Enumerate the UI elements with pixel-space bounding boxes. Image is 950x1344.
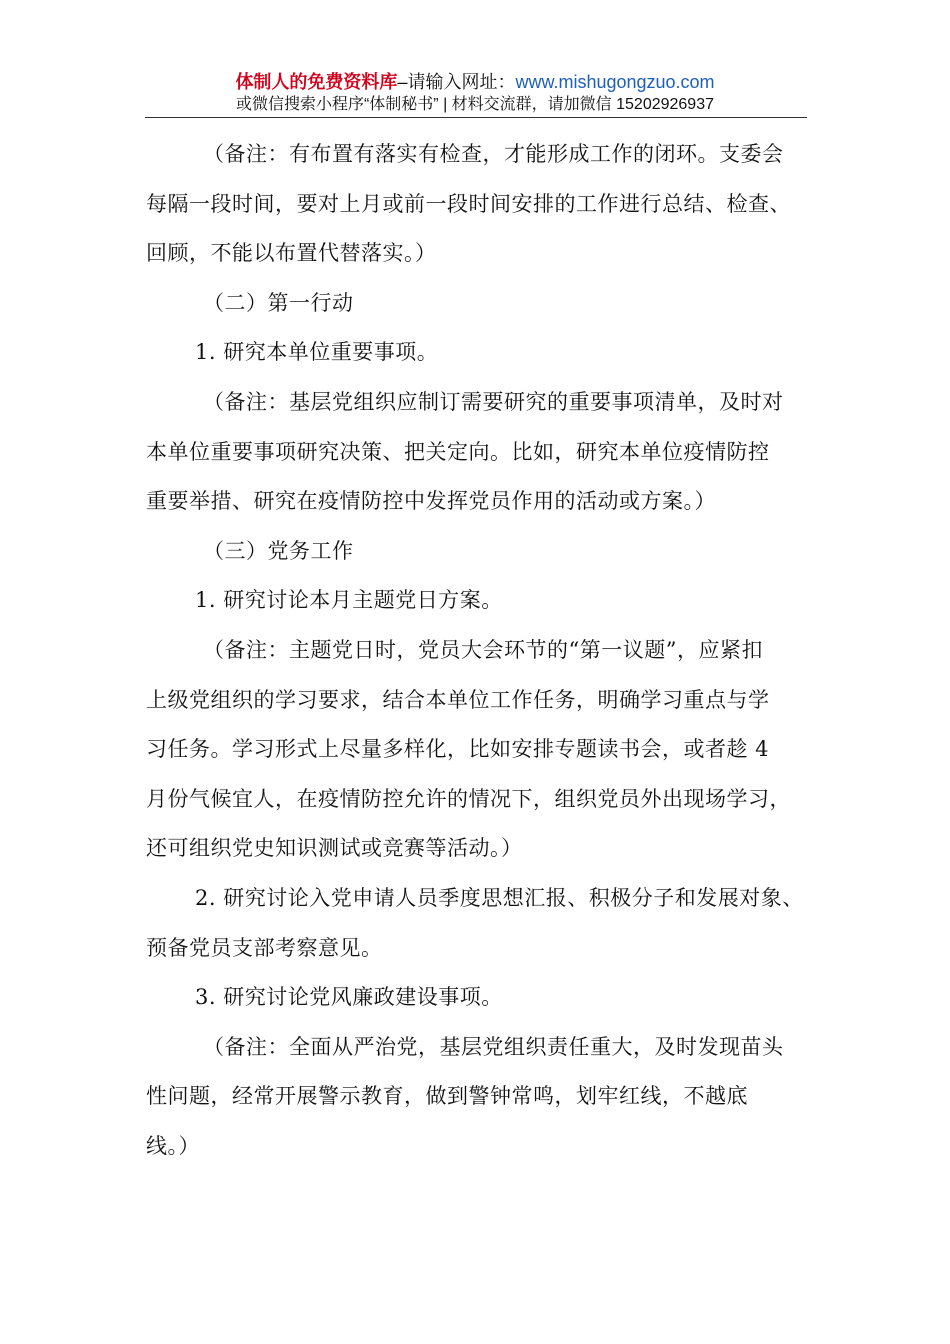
text-line: 回顾，不能以布置代替落实。）: [146, 241, 437, 266]
item-2-1: [146, 328, 814, 378]
header-line-2: 或微信搜索小程序“体制秘书” | 材料交流群，请加微信 15202926937: [235, 96, 715, 113]
text-line: 本单位重要事项研究决策、把关定向。比如，研究本单位疫情防控: [146, 439, 770, 464]
section-heading-3: [146, 527, 814, 577]
text-line: （二）第一行动: [203, 290, 354, 315]
section-heading-2: [146, 279, 814, 329]
text-line: 性问题，经常开展警示教育，做到警钟常鸣，划牢红线，不越底: [146, 1084, 748, 1109]
text-line: 线。）: [146, 1133, 200, 1158]
text-line: （备注：基层党组织应制订需要研究的重要事项清单，及时对: [203, 389, 784, 414]
text-line: 重要举措、研究在疫情防控中发挥党员作用的活动或方案。）: [146, 489, 716, 514]
text-line: 习任务。学习形式上尽量多样化，比如安排专题读书会，或者趁 4: [146, 737, 770, 762]
text-line: 1. 研究本单位重要事项。: [195, 340, 439, 365]
page-header: [145, 70, 805, 116]
header-url-prompt: –请输入网址：: [397, 72, 516, 92]
paragraph-note-4: [146, 1023, 814, 1172]
text-line: 上级党组织的学习要求，结合本单位工作任务，明确学习重点与学: [146, 687, 770, 712]
text-line: 2. 研究讨论入党申请人员季度思想汇报、积极分子和发展对象、: [195, 885, 804, 910]
header-divider: [145, 117, 807, 118]
item-3-3: [146, 973, 814, 1023]
text-line: （备注：全面从严治党，基层党组织责任重大，及时发现苗头: [203, 1034, 784, 1059]
text-line: （三）党务工作: [203, 538, 354, 563]
text-line: 3. 研究讨论党风廉政建设事项。: [195, 985, 503, 1010]
item-3-1: [146, 576, 814, 626]
text-line: 月份气候宜人，在疫情防控允许的情况下，组织党员外出现场学习，: [146, 786, 791, 811]
text-line: 每隔一段时间，要对上月或前一段时间安排的工作进行总结、检查、: [146, 191, 791, 216]
header-brand: 体制人的免费资料库: [235, 72, 398, 92]
paragraph-note-3: [146, 626, 814, 874]
header-line-1: [145, 70, 805, 94]
text-line: （备注：有布置有落实有检查，才能形成工作的闭环。支委会: [203, 142, 784, 166]
text-line: （备注：主题党日时，党员大会环节的“第一议题”，应紧扣: [203, 637, 763, 662]
document-body: [146, 130, 814, 1171]
header-url-link[interactable]: www.mishugongzuo.com: [515, 72, 715, 92]
paragraph-note-2: [146, 378, 814, 527]
text-line: 1. 研究讨论本月主题党日方案。: [195, 588, 503, 613]
paragraph-note-1: [146, 130, 814, 279]
text-line: 预备党员支部考察意见。: [146, 935, 383, 960]
text-line: 还可组织党史知识测试或竞赛等活动。）: [146, 836, 523, 861]
item-3-2: [146, 874, 814, 973]
